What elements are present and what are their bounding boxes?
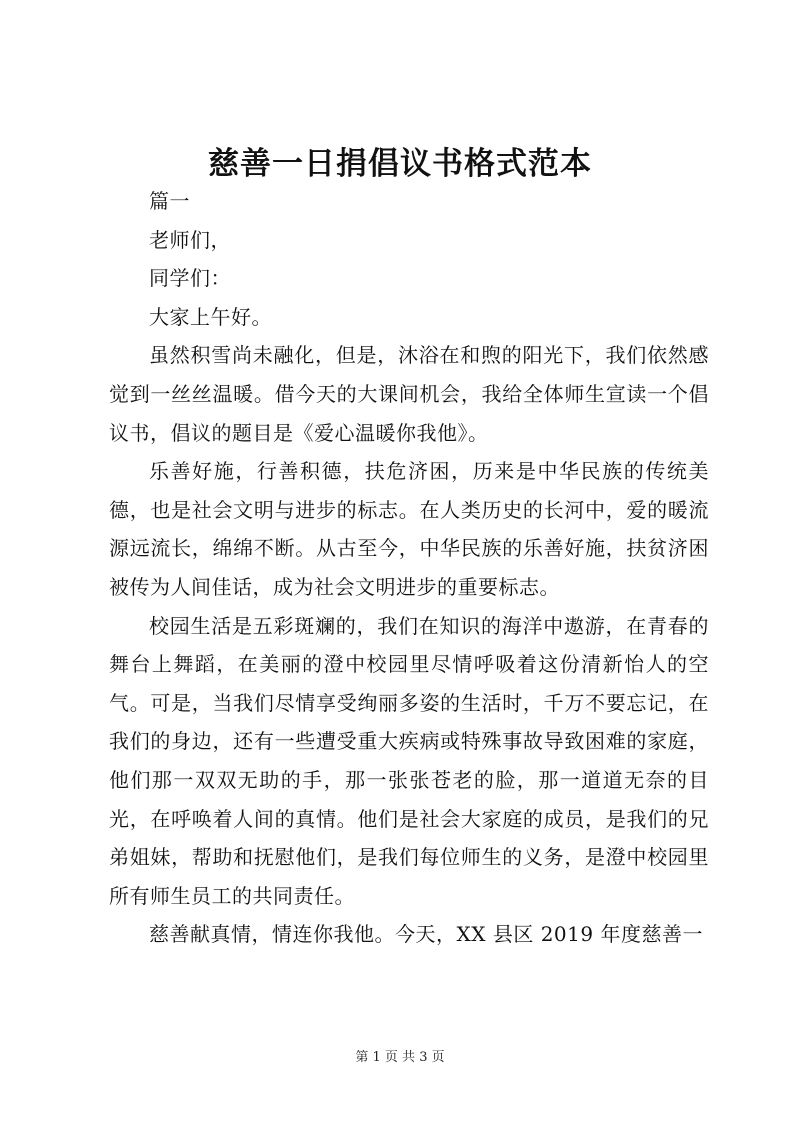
body-paragraph: 虽然积雪尚未融化，但是，沐浴在和煦的阳光下，我们依然感觉到一丝丝温暖。借今天的大课间机会，我给全体师生宣读一个倡议书，倡议的题目是《爱心温暖你我他》。 (109, 343, 709, 445)
salutation-students: 同学们： (149, 266, 231, 291)
body-paragraph: 慈善献真情，情连你我他。今天，XX 县区 2019 年度慈善一 (149, 922, 703, 947)
document-title: 慈善一日捐倡议书格式范本 (208, 146, 592, 182)
page-footer (0, 1048, 800, 1068)
greeting: 大家上午好。 (149, 304, 272, 329)
body-paragraph: 校园生活是五彩斑斓的，我们在知识的海洋中遨游，在青春的舞台上舞蹈，在美丽的澄中校园里尽情呼吸着这份清新怡人的空气。可是，当我们尽情享受绚丽多姿的生活时，千万不要忘记，在我们的身边，还有一些遭受重大疾病或特殊事故导致困难的家庭，他们那一双双无助的手，那一张张苍老的脸，那一道道无奈的目光，在呼唤着人间的真情。他们是社会大家庭的成员，是我们的兄弟姐妹，帮助和抚慰他们，是我们每位师生的义务，是澄中校园里所有师生员工的共同责任。 (109, 613, 709, 908)
body-paragraph: 乐善好施，行善积德，扶危济困，历来是中华民族的传统美德，也是社会文明与进步的标志。在人类历史的长河中，爱的暖流源远流长，绵绵不断。从古至今，中华民族的乐善好施，扶贫济困被传为人间佳话，成为社会文明进步的重要标志。 (109, 459, 709, 599)
document-body (109, 182, 709, 954)
section-label: 篇一 (149, 189, 190, 213)
page-indicator: 第 1 页 共 3 页 (355, 1050, 445, 1065)
salutation-teachers: 老师们， (149, 227, 231, 252)
